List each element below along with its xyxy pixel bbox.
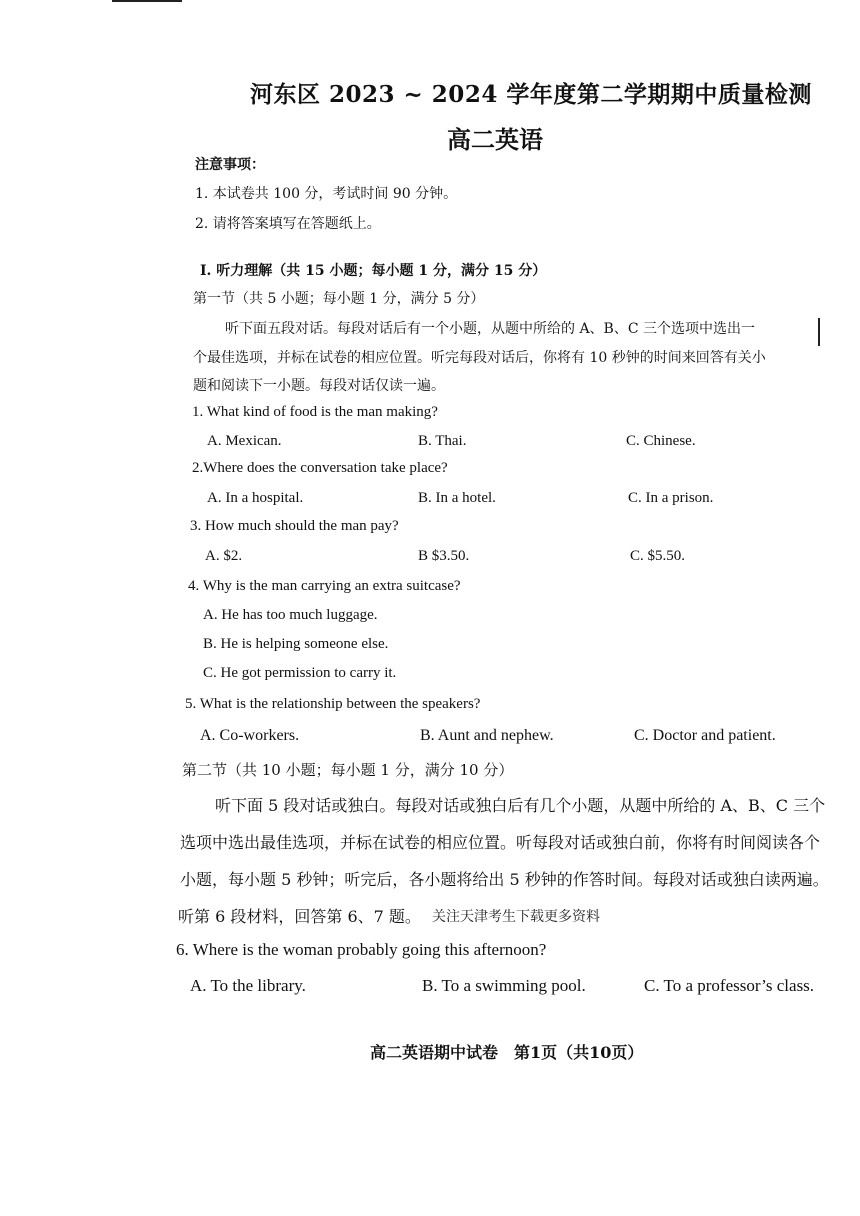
q5-option-a: A. Co-workers. bbox=[200, 727, 300, 744]
q6-option-c: C. To a professor’s class. bbox=[644, 976, 815, 995]
scan-mark-top bbox=[112, 0, 182, 2]
q5-option-c: C. Doctor and patient. bbox=[634, 727, 776, 744]
exam-subject: 高二英语 bbox=[447, 125, 543, 154]
part2-heading: 第二节（共 10 小题；每小题 1 分，满分 10 分） bbox=[182, 761, 514, 779]
q2-option-a: A. In a hospital. bbox=[207, 490, 304, 506]
q2-option-b: B. In a hotel. bbox=[418, 490, 496, 506]
download-note: 关注天津考生下载更多资料 bbox=[432, 909, 600, 925]
notice-item-1: 1. 本试卷共 100 分，考试时间 90 分钟。 bbox=[195, 186, 458, 202]
q4-option-b: B. He is helping someone else. bbox=[203, 636, 389, 652]
question-3: 3. How much should the man pay? bbox=[190, 518, 399, 534]
notice-item-2: 2. 请将答案填写在答题纸上。 bbox=[195, 216, 381, 232]
part2-instruction-line: 听下面 5 段对话或独白。每段对话或独白后有几个小题，从题中所给的 A、B、C 三个 bbox=[215, 796, 826, 815]
part1-instruction-line: 听下面五段对话。每段对话后有一个小题，从题中所给的 A、B、C 三个选项中选出一 bbox=[225, 321, 756, 337]
q6-option-a: A. To the library. bbox=[190, 976, 306, 995]
part1-instruction-line: 个最佳选项，并标在试卷的相应位置。听完每段对话后，你将有 10 秒钟的时间来回答有关小 bbox=[193, 350, 766, 366]
q6-option-b: B. To a swimming pool. bbox=[422, 976, 586, 995]
question-6: 6. Where is the woman probably going this afternoon? bbox=[176, 940, 547, 959]
q3-option-a: A. $2. bbox=[205, 548, 243, 564]
q4-option-a: A. He has too much luggage. bbox=[203, 607, 378, 623]
q3-option-c: C. $5.50. bbox=[630, 548, 686, 564]
q2-option-c: C. In a prison. bbox=[628, 490, 714, 506]
scan-mark-right bbox=[818, 318, 820, 346]
q5-option-b: B. Aunt and nephew. bbox=[420, 727, 554, 744]
question-4: 4. Why is the man carrying an extra suitcase? bbox=[188, 578, 461, 594]
part2-instruction-line: 选项中选出最佳选项，并标在试卷的相应位置。听每段对话或独白前，你将有时间阅读各个 bbox=[180, 833, 821, 852]
question-2: 2.Where does the conversation take place? bbox=[192, 460, 448, 476]
page-footer: 高二英语期中试卷 第1页（共10页） bbox=[370, 1043, 644, 1062]
q1-option-a: A. Mexican. bbox=[207, 433, 282, 449]
section1-heading: Ⅰ. 听力理解（共 15 小题；每小题 1 分，满分 15 分） bbox=[200, 263, 547, 279]
q4-option-c: C. He got permission to carry it. bbox=[203, 665, 397, 681]
q1-option-c: C. Chinese. bbox=[626, 433, 696, 449]
part1-instruction-line: 题和阅读下一小题。每段对话仅读一遍。 bbox=[193, 378, 445, 394]
question-5: 5. What is the relationship between the speakers? bbox=[185, 696, 481, 712]
part2-instruction-line: 小题，每小题 5 秒钟；听完后，各小题将给出 5 秒钟的作答时间。每段对话或独白读两遍。 bbox=[180, 870, 829, 889]
part1-heading: 第一节（共 5 小题；每小题 1 分，满分 5 分） bbox=[193, 291, 485, 307]
exam-title: 河东区 2023 ~ 2024 学年度第二学期期中质量检测 bbox=[250, 81, 812, 108]
q3-option-b: B $3.50. bbox=[418, 548, 470, 564]
notice-heading: 注意事项： bbox=[195, 157, 265, 173]
q1-option-b: B. Thai. bbox=[418, 433, 467, 449]
question-1: 1. What kind of food is the man making? bbox=[192, 404, 438, 420]
material-note: 听第 6 段材料，回答第 6、7 题。 bbox=[178, 907, 421, 926]
